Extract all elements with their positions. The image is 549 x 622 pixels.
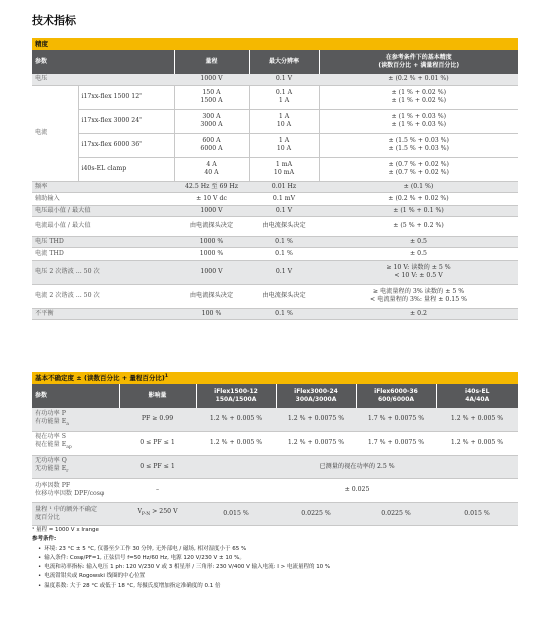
row-range: 由电流探头决定 xyxy=(174,216,249,236)
acc-high: ± (0.7 % + 0.02 %) xyxy=(388,169,449,176)
param-subscript: r xyxy=(66,469,69,475)
res-high: 1 A xyxy=(278,97,290,104)
param-label xyxy=(32,502,119,525)
range-high: 6000 A xyxy=(200,145,223,152)
table-row xyxy=(32,181,518,192)
table-row xyxy=(32,284,518,308)
row-accuracy: ± 0.5 xyxy=(319,247,518,260)
influence: PF ≥ 0.99 xyxy=(119,408,196,431)
param-subscript: ap xyxy=(66,445,72,451)
probe-acc xyxy=(319,157,518,181)
param-label xyxy=(32,408,119,431)
param-line2-text: 有功能量 E xyxy=(35,417,67,425)
footnote: ¹ 量程 = 1000 V x Irange xyxy=(32,527,99,533)
row-resolution: 0.1 % xyxy=(249,308,319,319)
row-resolution: 由电流探头决定 xyxy=(249,284,319,308)
probe-ranges xyxy=(174,85,249,109)
influence-text: V xyxy=(137,507,142,515)
probe-res xyxy=(249,133,319,157)
list-item: • 电流钳钳夹或 Rogowski 线圈的中心位置 xyxy=(38,572,518,581)
probe-ranges xyxy=(174,109,249,133)
param-line2: 度百分比 xyxy=(35,513,60,521)
res-high: 10 mA xyxy=(273,169,295,176)
res-high: 10 A xyxy=(276,145,292,152)
param-line2-text: 无功能量 E xyxy=(35,464,67,472)
probe-res xyxy=(249,157,319,181)
param-line1: 视在功率 S xyxy=(35,433,66,441)
row-resolution: 由电流探头决定 xyxy=(249,216,319,236)
param-line1: 功率因数 PF xyxy=(35,482,71,489)
res-high: 10 A xyxy=(276,121,292,128)
table-row xyxy=(32,247,518,260)
table-row xyxy=(32,205,518,216)
row-accuracy: ± 0.5 xyxy=(319,236,518,247)
row-label: 频率 xyxy=(32,181,174,192)
row-range: 1000 V xyxy=(174,205,249,216)
row-range: 1000 V xyxy=(174,260,249,284)
probe-name: i17xx-flex 3000 24" xyxy=(78,109,174,133)
acc-high: ± (1.5 % + 0.03 %) xyxy=(388,145,449,152)
probe-res xyxy=(249,109,319,133)
row-resolution: 0.1 mV xyxy=(249,192,319,205)
probe-range: 4A/40A xyxy=(465,396,490,403)
row-accuracy xyxy=(319,284,518,308)
acc-low: ± (1 % + 0.03 %) xyxy=(391,113,447,120)
value-cell: 0.0225 % xyxy=(276,502,356,525)
table-row xyxy=(32,502,518,525)
row-label: 电流 THD xyxy=(32,247,174,260)
probe-ranges xyxy=(174,157,249,181)
table-row xyxy=(32,85,518,109)
range-low: 150 A xyxy=(202,89,221,96)
header-influence: 影响量 xyxy=(119,384,196,408)
probe-res xyxy=(249,85,319,109)
accuracy-section-bar xyxy=(32,38,518,50)
row-range: 1000 V xyxy=(174,74,249,85)
row-label: 电压最小值 / 最大值 xyxy=(32,205,174,216)
range-low: 600 A xyxy=(202,137,221,144)
acc-low: ± (1.5 % + 0.03 %) xyxy=(388,137,449,144)
reference-list xyxy=(32,545,518,591)
value-cell: 1.2 % + 0.005 % xyxy=(436,408,518,431)
value-cell: 0.015 % xyxy=(436,502,518,525)
param-label xyxy=(32,478,119,502)
footnote-mark: 1 xyxy=(164,374,169,380)
header-accuracy xyxy=(319,50,518,74)
table-row xyxy=(32,74,518,85)
value-cell: 1.2 % + 0.005 % xyxy=(196,431,276,455)
row-resolution: 0.1 % xyxy=(249,247,319,260)
current-label: 电流 xyxy=(32,85,78,181)
row-resolution: 0.1 V xyxy=(249,260,319,284)
acc-low: ± (1 % + 0.02 %) xyxy=(391,89,447,96)
range-low: 4 A xyxy=(206,161,217,168)
param-line2: 位移功率因数 DPF/cosφ xyxy=(35,490,105,497)
row-accuracy: ± (1 % + 0.1 %) xyxy=(319,205,518,216)
probe-range: 600/6000A xyxy=(377,396,415,403)
table-row xyxy=(32,133,518,157)
probe-name: i40s-EL clamp xyxy=(78,157,174,181)
table-row xyxy=(32,408,518,431)
influence: 0 ≤ PF ≤ 1 xyxy=(119,455,196,478)
uncertainty-section-label xyxy=(32,372,518,384)
probe-acc xyxy=(319,85,518,109)
merged-value: ± 0.025 xyxy=(196,478,518,502)
value-cell: 0.015 % xyxy=(196,502,276,525)
header-probe xyxy=(196,384,276,408)
probe-ranges xyxy=(174,133,249,157)
row-accuracy: ± (5 % + 0.2 %) xyxy=(319,216,518,236)
row-accuracy: ± (0.2 % + 0.01 %) xyxy=(319,74,518,85)
probe-range: 300A/3000A xyxy=(295,396,337,403)
range-high: 3000 A xyxy=(200,121,223,128)
row-label: 电流 2 次谐波 ... 50 次 xyxy=(32,284,174,308)
row-range: 1000 % xyxy=(174,236,249,247)
row-accuracy: ± (0.2 % + 0.02 %) xyxy=(319,192,518,205)
probe-model: i40s-EL xyxy=(465,388,490,395)
param-line1: 有功功率 P xyxy=(35,409,66,417)
row-resolution: 0.1 % xyxy=(249,236,319,247)
list-item: • 输入条件: Cosφ/PF=1, 正弦信号 f=50 Hz/60 Hz, 电源 120 V/230 V ± 10 %。 xyxy=(38,554,518,563)
influence: 0 ≤ PF ≤ 1 xyxy=(119,431,196,455)
list-item: • 环境: 23 °C ± 5 °C, 仪器至少工作 30 分钟, 无外部电 / 磁场, 相对湿度小于 65 % xyxy=(38,545,518,554)
res-low: 1 A xyxy=(278,113,290,120)
probe-acc xyxy=(319,109,518,133)
value-cell: 1.2 % + 0.005 % xyxy=(436,431,518,455)
reference-notes xyxy=(32,526,518,591)
influence-suffix: > 250 V xyxy=(150,507,178,515)
row-range: ± 10 V dc xyxy=(174,192,249,205)
table-row xyxy=(32,109,518,133)
row-accuracy xyxy=(319,260,518,284)
value-cell: 1.7 % + 0.0075 % xyxy=(356,408,436,431)
res-low: 1 A xyxy=(278,137,290,144)
reference-label: 参考条件: xyxy=(32,536,57,543)
merged-value: 已测量的视在功率的 2.5 % xyxy=(196,455,518,478)
probe-name: i17xx-flex 6000 36" xyxy=(78,133,174,157)
res-low: 1 mA xyxy=(275,161,293,168)
header-probe xyxy=(356,384,436,408)
row-resolution: 0.1 V xyxy=(249,74,319,85)
header-param: 参数 xyxy=(32,384,119,408)
row-range: 100 % xyxy=(174,308,249,319)
table-row xyxy=(32,478,518,502)
acc-line1: ≥ 电流量程的 3% 读数的 ± 5 % xyxy=(372,288,465,295)
table-row xyxy=(32,308,518,319)
table-row xyxy=(32,157,518,181)
range-high: 1500 A xyxy=(200,97,223,104)
acc-low: ± (0.7 % + 0.02 %) xyxy=(388,161,449,168)
uncertainty-header-row xyxy=(32,384,518,408)
value-cell: 1.2 % + 0.005 % xyxy=(196,408,276,431)
row-range: 由电流探头决定 xyxy=(174,284,249,308)
res-low: 0.1 A xyxy=(275,89,293,96)
header-resolution: 最大分辨率 xyxy=(249,50,319,74)
table-row xyxy=(32,455,518,478)
list-item: • 电流和功率指标: 输入电压 1 ph: 120 V/230 V 或 3 相星形 / 三角形: 230 V/400 V 输入电流: I > 电流量程的 10 % xyxy=(38,563,518,572)
table-row xyxy=(32,216,518,236)
row-label: 电压 xyxy=(32,74,174,85)
header-range: 量程 xyxy=(174,50,249,74)
page-title: 技术指标 xyxy=(32,14,76,27)
uncertainty-table xyxy=(32,372,518,526)
row-label: 电流最小值 / 最大值 xyxy=(32,216,174,236)
accuracy-section-label: 精度 xyxy=(32,38,518,50)
param-line2 xyxy=(35,418,116,429)
probe-acc xyxy=(319,133,518,157)
row-range: 42.5 Hz 至 69 Hz xyxy=(174,181,249,192)
probe-name: i17xx-flex 1500 12" xyxy=(78,85,174,109)
table-row xyxy=(32,260,518,284)
row-range: 1000 % xyxy=(174,247,249,260)
table-row xyxy=(32,236,518,247)
row-accuracy: ± (0.1 %) xyxy=(319,181,518,192)
row-label: 辅助输入 xyxy=(32,192,174,205)
row-resolution: 0.01 Hz xyxy=(249,181,319,192)
influence xyxy=(119,502,196,525)
acc-high: ± (1 % + 0.02 %) xyxy=(391,97,447,104)
probe-model: iFlex3000-24 xyxy=(294,388,338,395)
accuracy-table xyxy=(32,38,518,320)
header-accuracy-line2: (读数百分比 + 满量程百分比) xyxy=(378,62,460,69)
range-high: 40 A xyxy=(204,169,219,176)
uncertainty-section-bar xyxy=(32,372,518,384)
probe-model: iFlex6000-36 xyxy=(374,388,418,395)
value-cell: 1.2 % + 0.0075 % xyxy=(276,408,356,431)
row-resolution: 0.1 V xyxy=(249,205,319,216)
param-line1: 无功功率 Q xyxy=(35,456,67,464)
acc-line2: < 10 V: ± 0.5 V xyxy=(394,272,443,279)
table-row xyxy=(32,192,518,205)
param-line2-text: 视在能量 E xyxy=(35,441,67,449)
acc-line2: < 电流量程的 3%: 量程 ± 0.15 % xyxy=(369,296,468,303)
header-probe xyxy=(436,384,518,408)
param-line1: 量程 ¹ 中的额外不确定 xyxy=(35,505,98,513)
row-accuracy: ± 0.2 xyxy=(319,308,518,319)
range-low: 300 A xyxy=(202,113,221,120)
table-row xyxy=(32,431,518,455)
acc-line1: ≥ 10 V: 读数的 ± 5 % xyxy=(386,264,451,271)
param-label xyxy=(32,455,119,478)
row-label: 电压 2 次谐波 ... 50 次 xyxy=(32,260,174,284)
param-line2 xyxy=(35,465,116,476)
value-cell: 1.7 % + 0.0075 % xyxy=(356,431,436,455)
accuracy-header-row xyxy=(32,50,518,74)
value-cell: 1.2 % + 0.0075 % xyxy=(276,431,356,455)
uncertainty-section-text: 基本不确定度 ± (读数百分比 + 量程百分比) xyxy=(35,374,165,383)
row-label: 电压 THD xyxy=(32,236,174,247)
probe-range: 150A/1500A xyxy=(215,396,257,403)
header-param: 参数 xyxy=(32,50,174,74)
influence: – xyxy=(119,478,196,502)
param-subscript: a xyxy=(66,421,69,427)
row-label: 不平衡 xyxy=(32,308,174,319)
list-item: • 温度系数: 大于 28 °C 或低于 18 °C, 每摄氏度增加指定准确度的 0.1 倍 xyxy=(38,582,518,591)
acc-high: ± (1 % + 0.03 %) xyxy=(391,121,447,128)
param-line2 xyxy=(35,441,116,452)
probe-model: iFlex1500-12 xyxy=(214,388,258,395)
value-cell: 0.0225 % xyxy=(356,502,436,525)
param-label xyxy=(32,431,119,455)
influence-subscript: P-N xyxy=(141,512,151,518)
header-accuracy-line1: 在参考条件下的基本精度 xyxy=(385,54,452,61)
header-probe xyxy=(276,384,356,408)
